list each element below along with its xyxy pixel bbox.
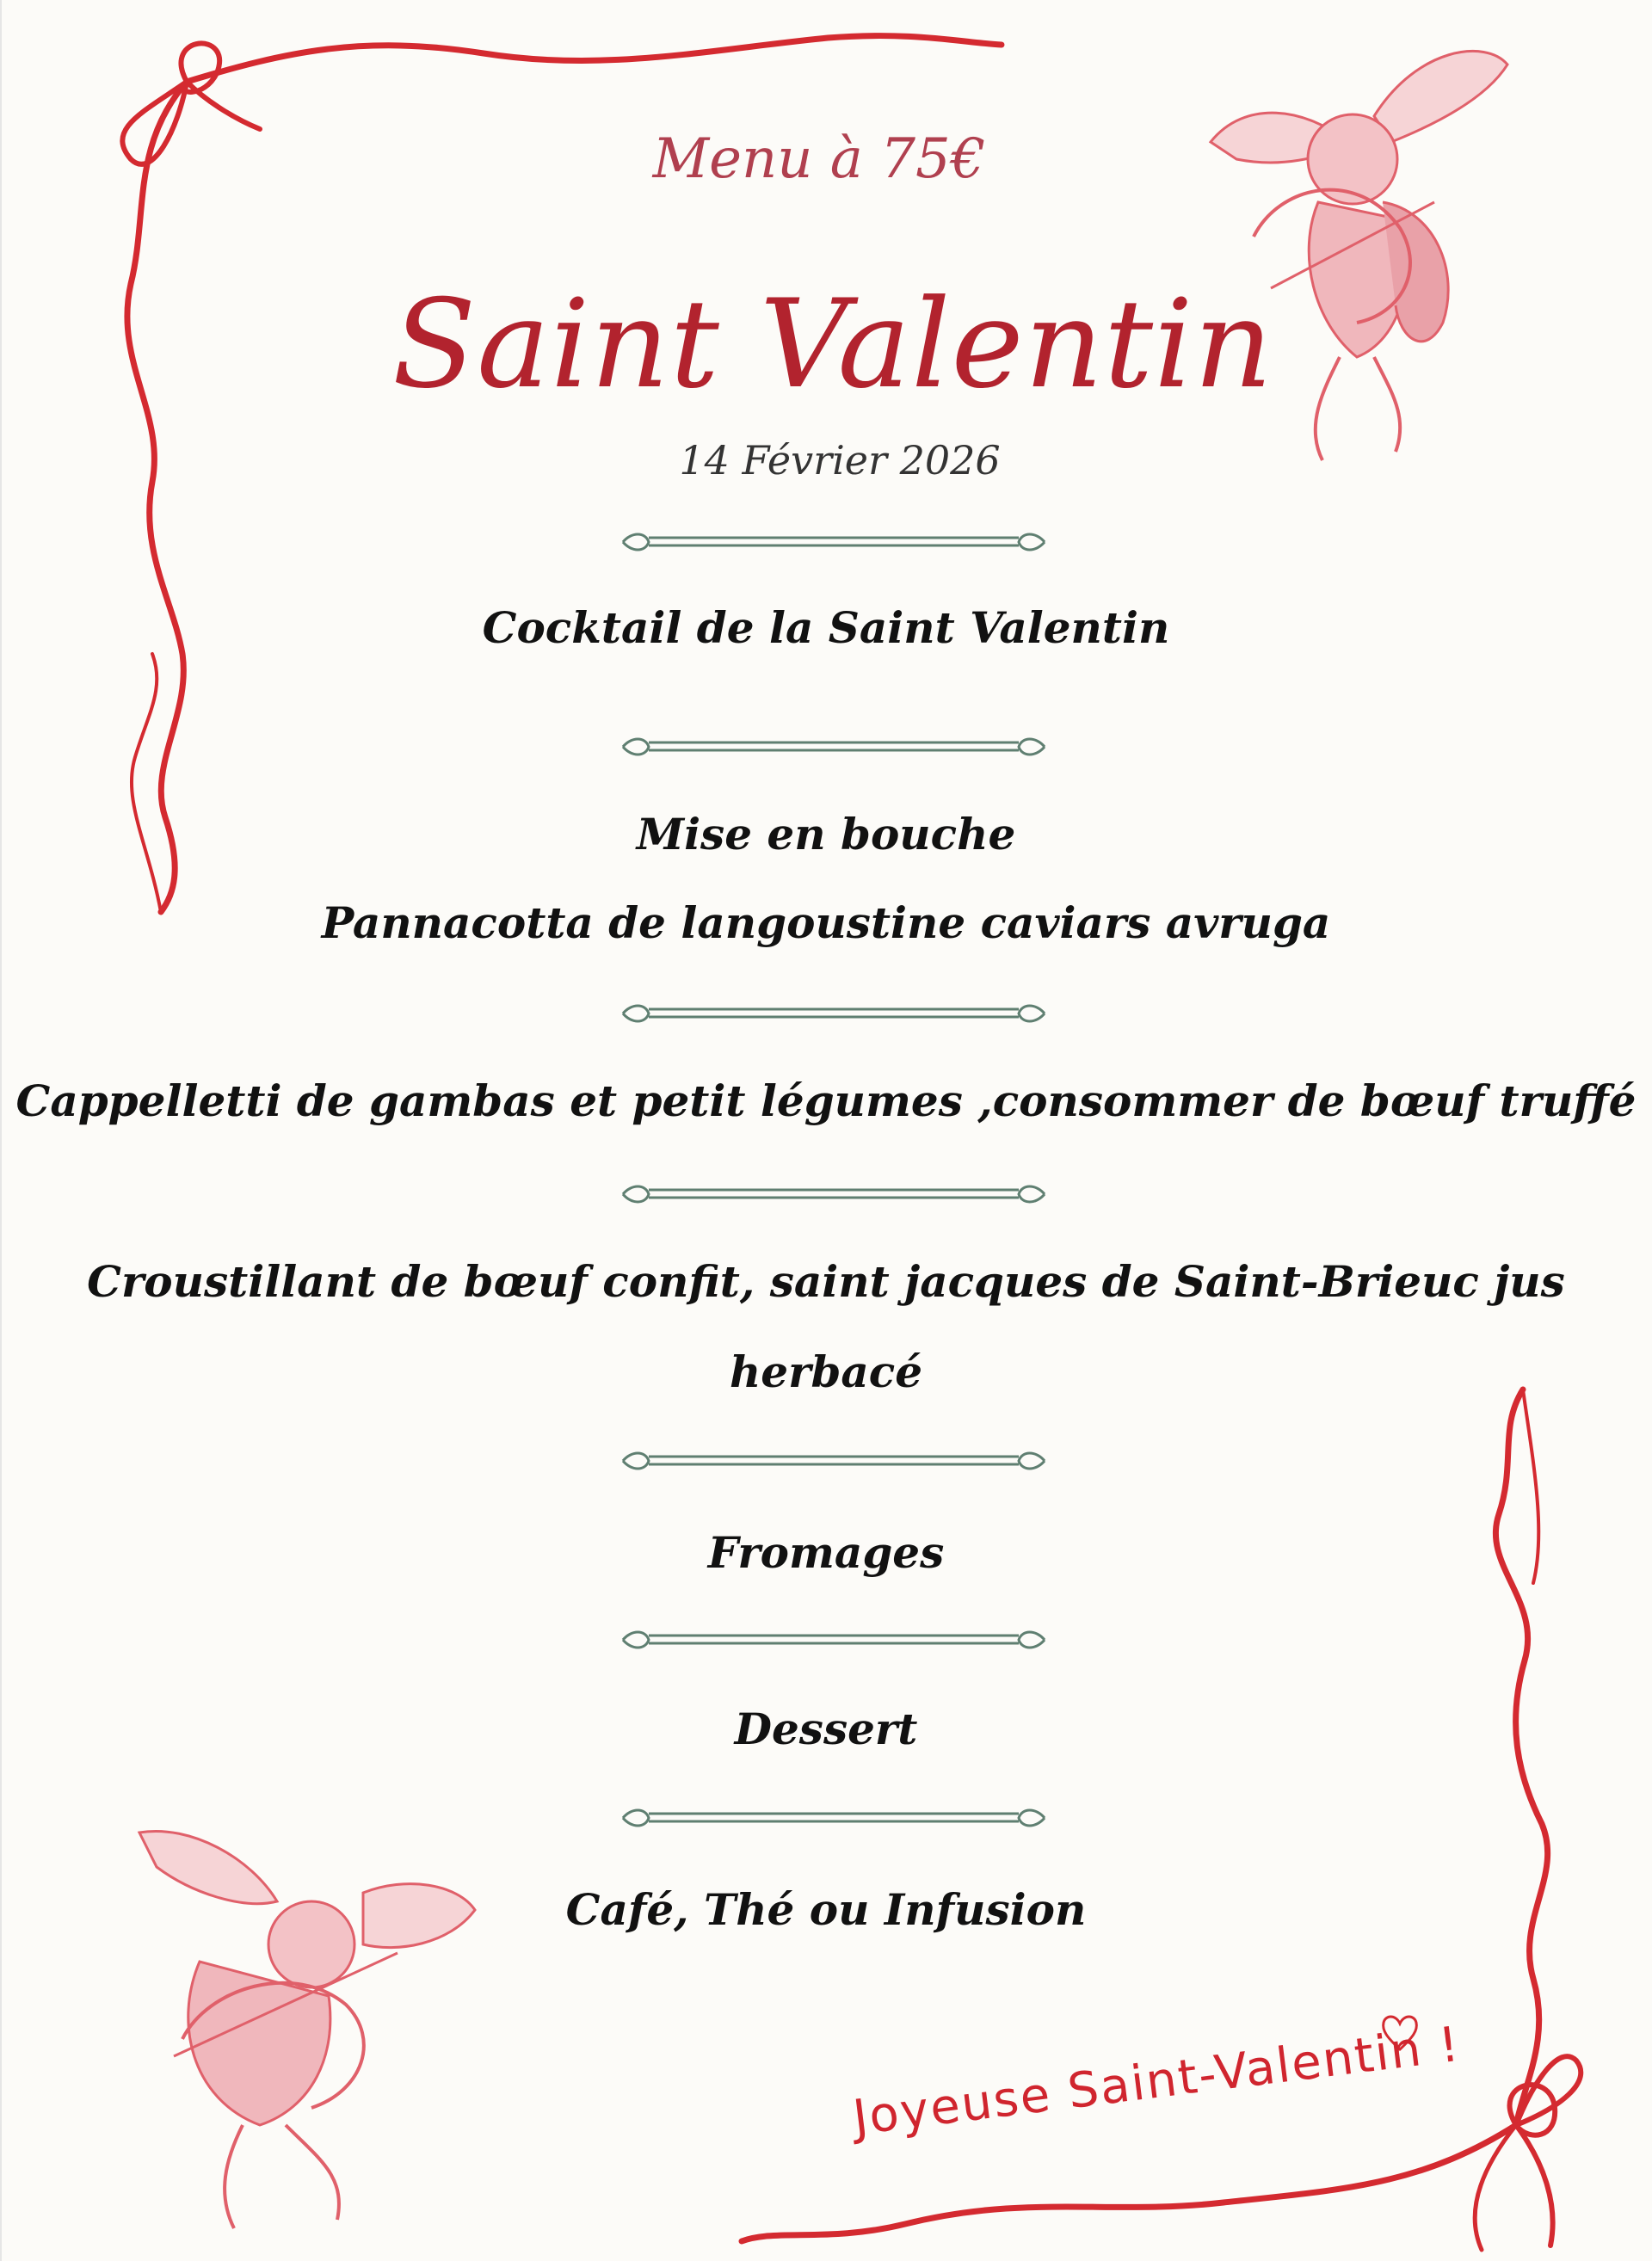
menu-date: 14 Février 2026: [679, 437, 1001, 484]
course-drinks: Café, Thé ou Infusion: [565, 1884, 1087, 1935]
course-main-line1: Croustillant de bœuf confit, saint jacques de Saint-Brieuc jus: [87, 1256, 1565, 1307]
menu-title: Saint Valentin: [391, 274, 1274, 416]
course-cocktail: Cocktail de la Saint Valentin: [482, 602, 1170, 653]
ornamental-divider-icon: [614, 1802, 1053, 1833]
cupid-icon: [122, 1815, 484, 2246]
course-dessert: Dessert: [734, 1703, 918, 1754]
menu-price: Menu à 75€: [652, 127, 986, 191]
ornamental-divider-icon: [614, 527, 1053, 558]
course-main-line2: herbacé: [729, 1346, 923, 1397]
ornamental-divider-icon: [614, 1179, 1053, 1210]
course-amuse-dish: Pannacotta de langoustine caviars avruga: [321, 897, 1331, 948]
course-amuse-title: Mise en bouche: [636, 809, 1016, 859]
ornamental-divider-icon: [614, 731, 1053, 762]
ornamental-divider-icon: [614, 998, 1053, 1029]
ornamental-divider-icon: [614, 1624, 1053, 1655]
ornamental-divider-icon: [614, 1445, 1053, 1476]
course-starter: Cappelletti de gambas et petit légumes ,consommer de bœuf truffé: [15, 1075, 1637, 1126]
closing-message: Joyeuse Saint-Valentin !: [850, 2016, 1464, 2147]
course-cheese: Fromages: [707, 1527, 945, 1578]
